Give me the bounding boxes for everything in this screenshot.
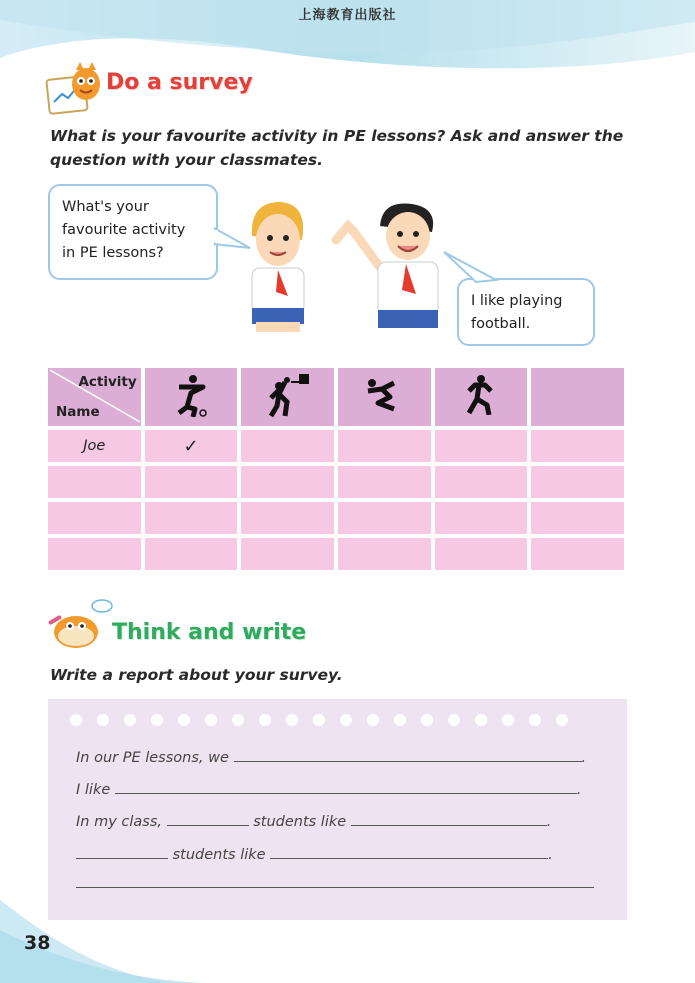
page-number: 38 xyxy=(24,932,51,954)
write-blank-1[interactable] xyxy=(234,747,582,762)
activity-football xyxy=(145,368,238,426)
period: . xyxy=(546,814,552,830)
period: . xyxy=(548,847,553,863)
survey-title: Do a survey xyxy=(106,70,253,95)
report-line-1 xyxy=(76,747,586,766)
bubble-question-line1: What's your xyxy=(62,199,149,215)
survey-instruction-line1: What is your favourite activity in PE lessons? Ask and answer the xyxy=(50,127,624,145)
speech-bubble-answer xyxy=(457,278,595,346)
row-cell xyxy=(241,430,334,462)
survey-mascot-icon xyxy=(44,62,104,118)
report-line-2 xyxy=(76,779,581,798)
write-instruction: Write a report about your survey. xyxy=(50,666,343,684)
table-header-corner xyxy=(48,368,141,426)
row-check-cell: ✓ xyxy=(145,430,238,462)
period: . xyxy=(581,750,587,766)
write-title: Think and write xyxy=(112,620,307,645)
activity-basketball xyxy=(241,368,334,426)
report-line-4 xyxy=(76,844,553,863)
bubble-question-line3: in PE lessons? xyxy=(62,245,164,261)
survey-instruction-line2: question with your classmates. xyxy=(50,151,324,169)
report-line4-text: students like xyxy=(172,847,266,863)
write-blank-4a[interactable] xyxy=(76,844,168,859)
basketball-player-icon xyxy=(265,372,311,418)
table-row xyxy=(48,430,624,462)
speech-bubble-question xyxy=(48,184,218,280)
write-blank-3b[interactable] xyxy=(351,811,547,826)
row-name-cell: Joe xyxy=(48,430,141,462)
write-blank-5[interactable] xyxy=(76,887,594,888)
football-player-icon xyxy=(171,373,211,417)
report-line3-text-b: students like xyxy=(253,814,347,830)
binding-dots xyxy=(70,711,583,730)
students-illustration xyxy=(232,196,462,336)
table-row xyxy=(48,466,624,498)
bubble-answer-line2: football. xyxy=(471,316,531,332)
header-activity-label: Activity xyxy=(78,374,137,390)
running-icon xyxy=(463,375,499,415)
row-cell xyxy=(531,430,624,462)
report-box xyxy=(48,699,627,920)
row-cell xyxy=(338,430,431,462)
activity-blank xyxy=(531,368,624,426)
footer-wave xyxy=(0,900,695,983)
report-line3-text-a: In my class, xyxy=(76,814,162,830)
table-row xyxy=(48,502,624,534)
report-line2-text: I like xyxy=(76,782,111,798)
survey-table xyxy=(44,364,628,574)
period: . xyxy=(576,782,582,798)
activity-running xyxy=(435,368,528,426)
activity-jumping xyxy=(338,368,431,426)
bubble-answer-line1: I like playing xyxy=(471,293,563,309)
bubble-question-line2: favourite activity xyxy=(62,222,186,238)
row-cell xyxy=(435,430,528,462)
writing-mascot-icon xyxy=(46,598,114,654)
table-row xyxy=(48,538,624,570)
header-name-label: Name xyxy=(56,404,100,420)
report-line-3 xyxy=(76,811,551,830)
write-blank-4b[interactable] xyxy=(270,844,548,859)
report-line1-text: In our PE lessons, we xyxy=(76,750,229,766)
write-blank-2[interactable] xyxy=(115,779,577,794)
publisher-name: 上海教育出版社 xyxy=(298,8,397,23)
jumping-icon xyxy=(364,375,404,415)
table-header-row xyxy=(48,368,624,426)
write-blank-3a[interactable] xyxy=(167,811,249,826)
